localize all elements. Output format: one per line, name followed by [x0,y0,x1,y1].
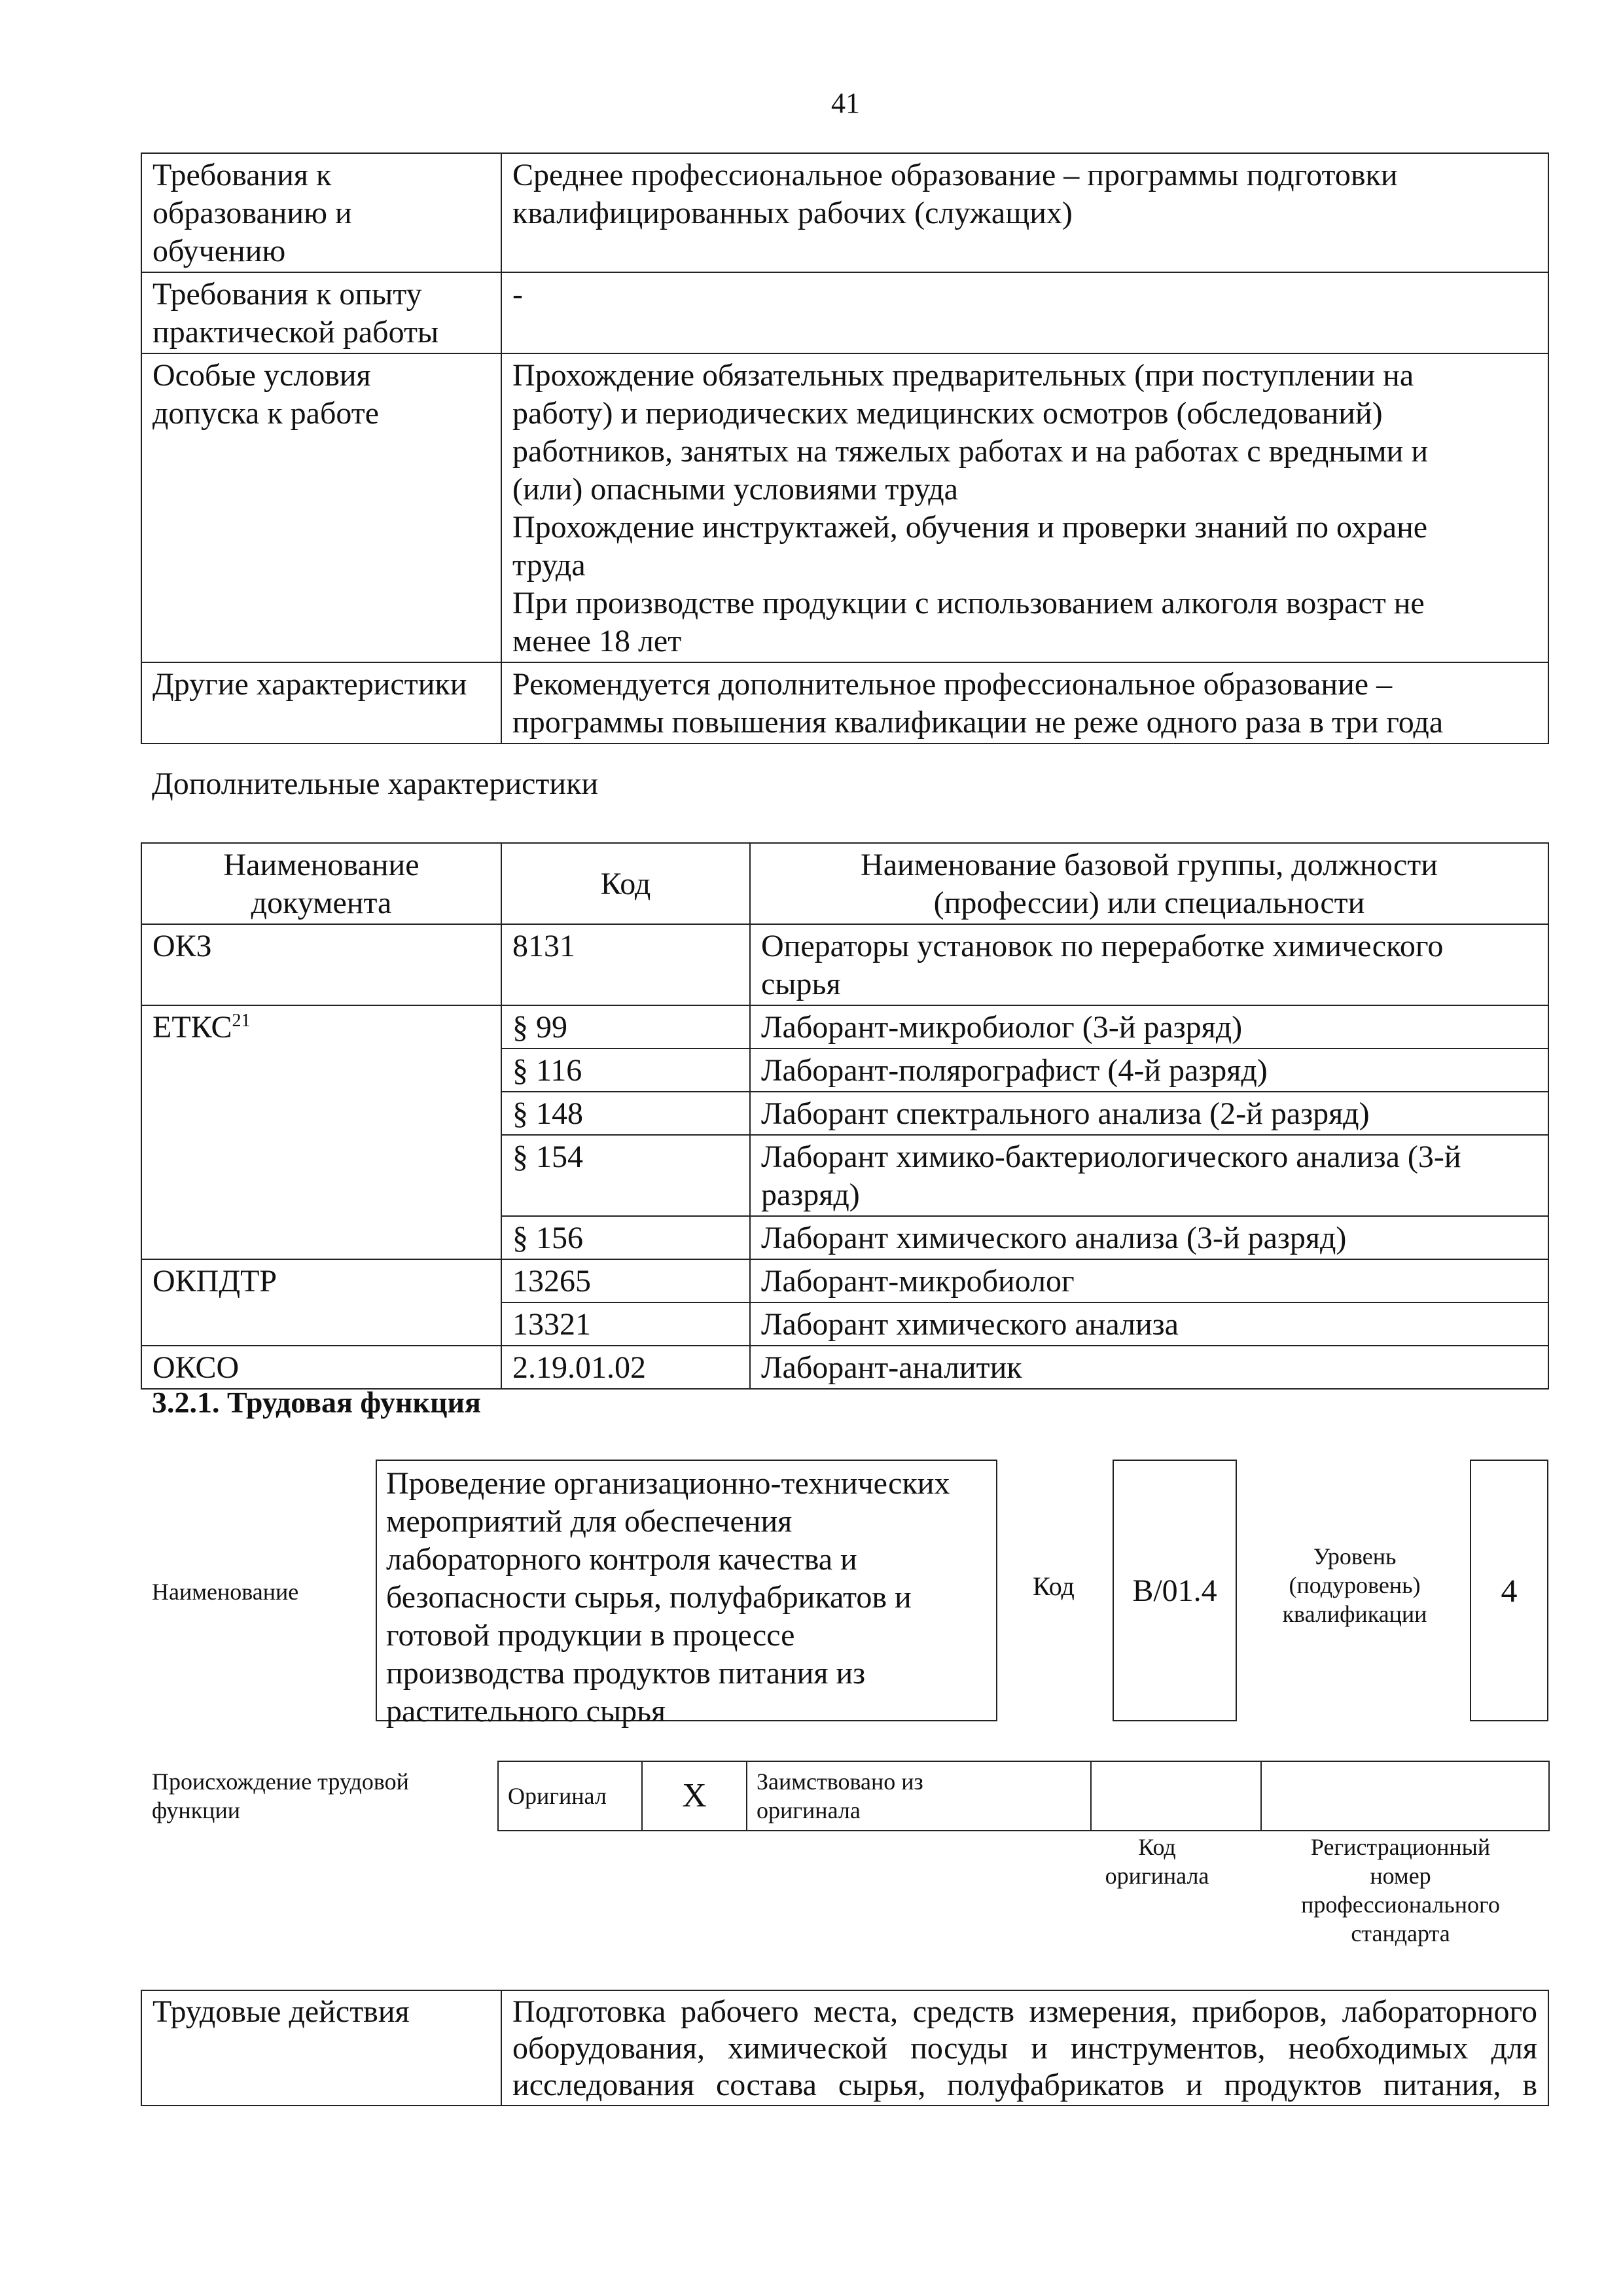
requirement-label: Требования к образованию и обучению [141,153,501,272]
requirement-value: Прохождение обязательных предварительных (при поступлении на работу) и периодических медицинских осмотров (обследований) работников, занятых на тяжелых работах и на работах с вредными и (или) опасными условиями труда Прохождение инструктажей, обучения и проверки знаний по охране труда При производстве продукции с использованием алкоголя возраст не менее 18 лет [501,353,1548,662]
table-row [141,153,1548,272]
header-name: Наименование базовой группы, должности (профессии) или специальности [750,843,1548,924]
caption-registration-number: Регистрационный номер профессионального стандарта [1301,1834,1500,1946]
code-cell: § 154 [501,1135,750,1216]
table-row [141,1259,1548,1302]
table-header-row [141,843,1548,924]
requirement-label: Особые условия допуска к работе [141,353,501,662]
labor-actions-label: Трудовые действия [141,1990,501,2106]
name-cell: Лаборант химического анализа [750,1302,1548,1346]
name-cell: Лаборант-микробиолог [750,1259,1548,1302]
borrowed-label: Заимствовано из оригинала [747,1761,1091,1831]
additional-title: Дополнительные характеристики [152,766,599,801]
table-row [141,353,1548,662]
code-cell: 8131 [501,924,750,1005]
doc-cell: ОКЗ [141,924,501,1005]
doc-cell: ОКПДТР [141,1259,501,1346]
requirement-value: - [501,272,1548,353]
function-name-box: Проведение организационно-технических мероприятий для обеспечения лабораторного контроля качества и безопасности сырья, полуфабрикатов и готовой продукции в процессе производства продуктов питания из растительного сырья [376,1460,997,1721]
origin-label: Происхождение трудовой функции [152,1768,409,1823]
requirements-table [141,152,1549,744]
requirement-label: Другие характеристики [141,662,501,744]
table-row [141,1990,1548,2106]
labor-actions-value: Подготовка рабочего места, средств измерения, приборов, лабораторного оборудования, химической посуды и инструментов, необходимых для исследования состава сырья, полуфабрикатов и продуктов питания, в [501,1990,1548,2106]
table-row [141,662,1548,744]
code-cell: § 148 [501,1092,750,1135]
header-document: Наименование документа [141,843,501,924]
name-cell: Лаборант химического анализа (3-й разряд) [750,1216,1548,1259]
name-cell: Лаборант-микробиолог (3-й разряд) [750,1005,1548,1049]
code-cell: § 99 [501,1005,750,1049]
table-row [498,1761,1549,1831]
doc-cell: ЕТКС$^{21}$ [141,1005,501,1259]
origin-table [497,1761,1550,1831]
requirement-value: Рекомендуется дополнительное профессиональное образование – программы повышения квалификации не реже одного раза в три года [501,662,1548,744]
code-cell: § 116 [501,1049,750,1092]
code-label: Код [1033,1571,1075,1601]
name-cell: Операторы установок по переработке химического сырья [750,924,1548,1005]
name-cell: Лаборант-аналитик [750,1346,1548,1389]
table-row [141,1005,1548,1049]
doc-cell: ОКСО [141,1346,501,1389]
page-number: 41 [831,87,860,119]
code-cell: 13321 [501,1302,750,1346]
name-cell: Лаборант спектрального анализа (2-й разряд) [750,1092,1548,1135]
original-code-cell [1091,1761,1261,1831]
requirement-value: Среднее профессиональное образование – программы подготовки квалифицированных рабочих (служащих) [501,153,1548,272]
registration-number-cell [1261,1761,1549,1831]
qualification-level-label: Уровень (подуровень) квалификации [1282,1543,1427,1627]
table-row [141,924,1548,1005]
table-row [141,272,1548,353]
code-cell: § 156 [501,1216,750,1259]
function-name-label: Наименование [152,1579,299,1605]
function-code-box: В/01.4 [1113,1460,1237,1721]
footnote-ref: 21 [232,1011,251,1031]
table-row [141,1346,1548,1389]
code-cell: 2.19.01.02 [501,1346,750,1389]
original-label: Оригинал [498,1761,642,1831]
section-title: 3.2.1. Трудовая функция [152,1386,481,1419]
additional-table [141,842,1549,1390]
name-cell: Лаборант-полярографист (4-й разряд) [750,1049,1548,1092]
name-cell: Лаборант химико-бактериологического анализа (3-й разряд) [750,1135,1548,1216]
labor-actions-table [141,1990,1549,2106]
original-mark: X [642,1761,747,1831]
caption-original-code: Код оригинала [1105,1834,1209,1889]
header-code: Код [501,843,750,924]
code-cell: 13265 [501,1259,750,1302]
qualification-level-box: 4 [1470,1460,1548,1721]
requirement-label: Требования к опыту практической работы [141,272,501,353]
